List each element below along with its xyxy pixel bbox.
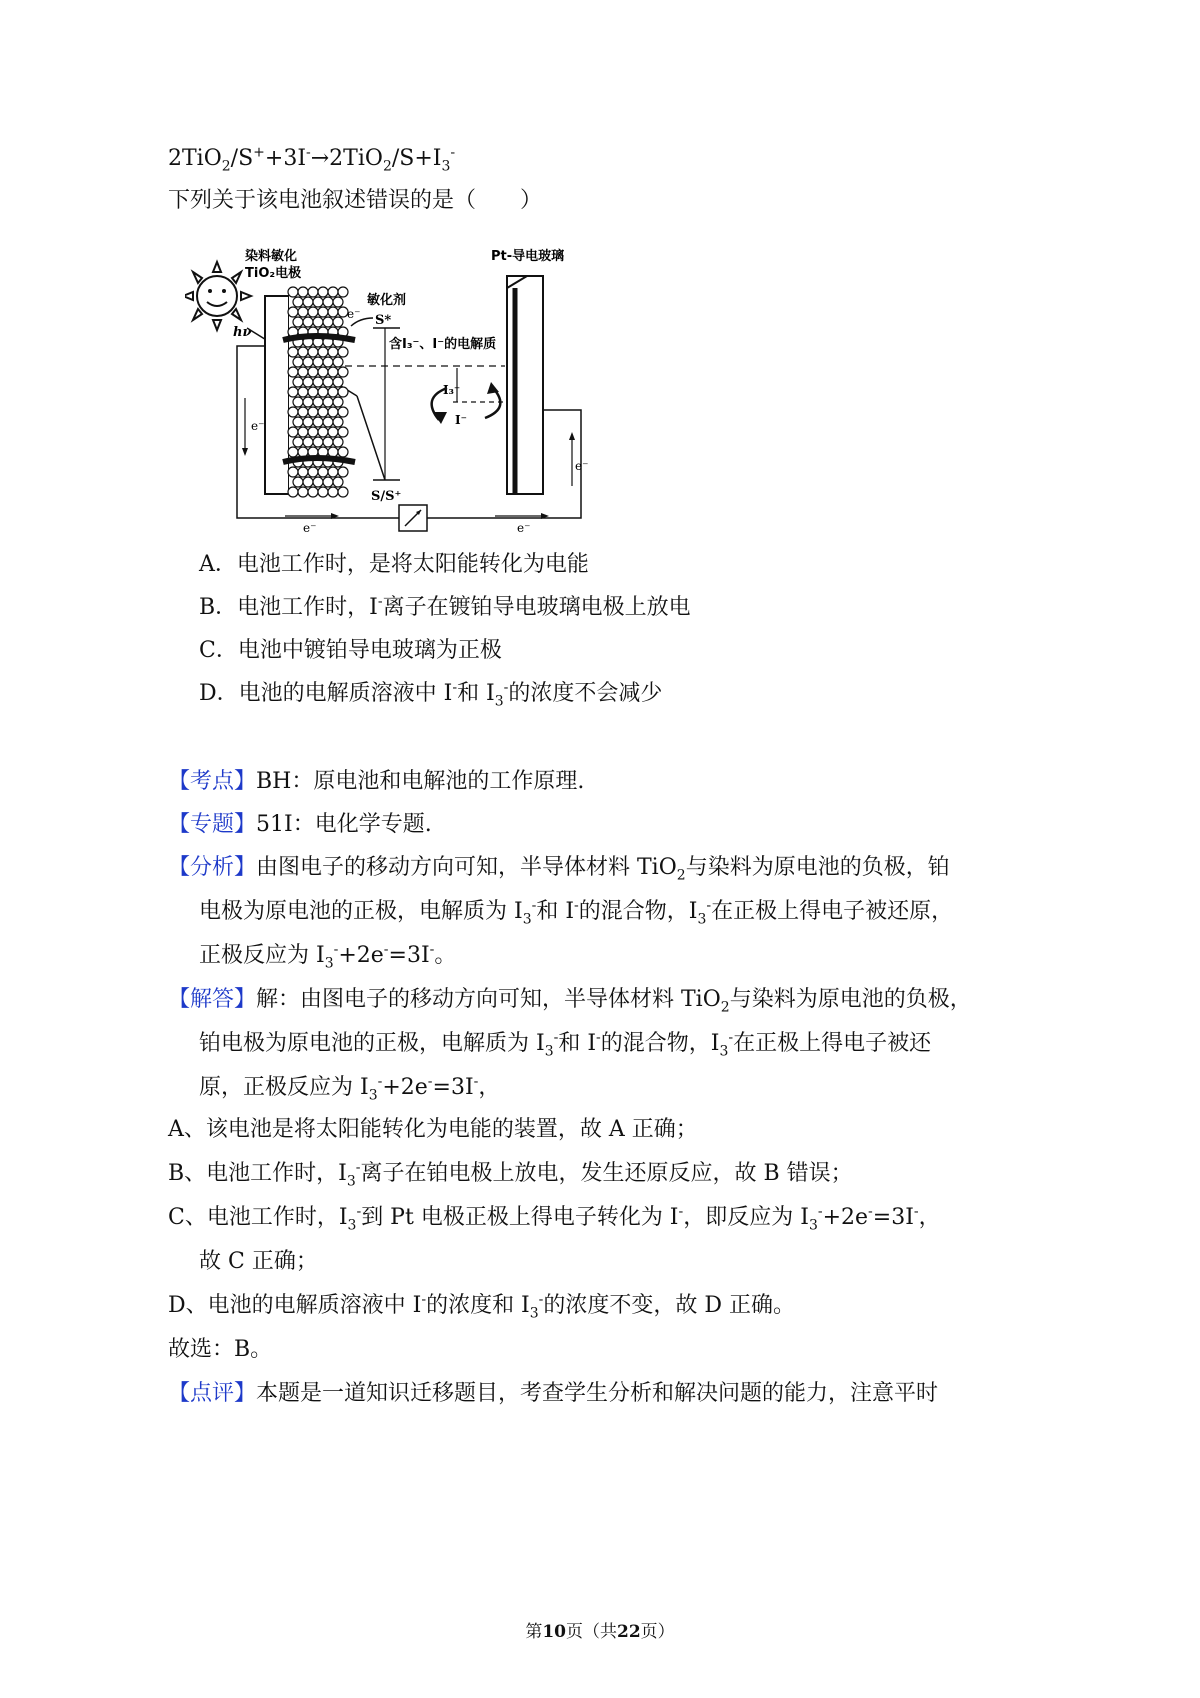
answer-a: A、该电池是将太阳能转化为电能的装置，故 A 正确； — [168, 1117, 698, 1142]
tio2-particle — [303, 397, 313, 407]
tio2-particle — [338, 387, 348, 397]
answer-selection: 故选：B。 — [168, 1337, 273, 1362]
equation-line: $2TiO_2/S^++3I^-\to 2TiO_2/S+I_3^-$ — [168, 144, 456, 175]
tio2-particle — [328, 467, 338, 477]
tio2-particle — [308, 387, 318, 397]
kaodian: 【考点】BH：原电池和电解池的工作原理. — [168, 769, 585, 794]
tio2-label-line2: TiO₂电极 — [245, 266, 302, 281]
tio2-particle — [293, 317, 303, 327]
tio2-particle — [318, 427, 328, 437]
e-label-bottom-left: e⁻ — [303, 521, 317, 535]
e-label-right: e⁻ — [575, 459, 589, 473]
tio2-particle — [338, 407, 348, 417]
tio2-particle — [288, 487, 298, 497]
tio2-particle — [338, 347, 348, 357]
jieda-line2: 铂电极为原电池的正极，电解质为 $I_3^-$和 I-的混合物，$I_3^-$在正极上得电子被还 — [199, 1029, 932, 1060]
tio2-particle — [318, 407, 328, 417]
tio2-particle — [323, 477, 333, 487]
tio2-particle — [333, 357, 343, 367]
answer-c-cont: 故 C 正确； — [199, 1249, 318, 1274]
tio2-particle — [323, 397, 333, 407]
tio2-particles — [288, 286, 348, 497]
tio2-particle — [333, 437, 343, 447]
sun-icon — [185, 262, 251, 330]
e-label-sensitizer: e⁻ — [347, 307, 361, 321]
tio2-particle — [313, 377, 323, 387]
tio2-particle — [333, 397, 343, 407]
tio2-particle — [298, 287, 308, 297]
tio2-particle — [338, 447, 348, 457]
tio2-particle — [313, 417, 323, 427]
tio2-particle — [308, 347, 318, 357]
tio2-particle — [328, 407, 338, 417]
tio2-particle — [293, 297, 303, 307]
tio2-particle — [323, 357, 333, 367]
fenxi-line2: 电极为原电池的正极，电解质为 $I_3^-$和 I-的混合物，$I_3^-$在正极上得电子被还原， — [199, 897, 954, 928]
tio2-particle — [303, 377, 313, 387]
jieda-line3: 原，正极反应为 $I_3^-+2e^-=3I^-$， — [199, 1073, 501, 1104]
hv-label: hν — [233, 325, 252, 340]
dye-sensitized-cell-diagram — [185, 248, 605, 538]
tio2-particle — [288, 387, 298, 397]
answer-b: B、电池工作时，$I_3^-$离子在铂电极上放电，发生还原反应，故 B 错误； — [168, 1159, 853, 1190]
tio2-particle — [323, 377, 333, 387]
tio2-particle — [338, 287, 348, 297]
tio2-particle — [293, 377, 303, 387]
page-footer: 第10页（共22页） — [525, 1622, 675, 1642]
tio2-particle — [313, 317, 323, 327]
tio2-particle — [298, 387, 308, 397]
tio2-particle — [313, 357, 323, 367]
tio2-particle — [323, 437, 333, 447]
tio2-particle — [303, 297, 313, 307]
option-b: B．电池工作时，I-离子在镀铂导电玻璃电极上放电 — [199, 593, 691, 620]
pt-glass-label: Pt-导电玻璃 — [491, 249, 565, 264]
tio2-particle — [328, 307, 338, 317]
tio2-particle — [328, 287, 338, 297]
tio2-particle — [328, 347, 338, 357]
dianping: 【点评】本题是一道知识迁移题目，考查学生分析和解决问题的能力，注意平时 — [168, 1381, 939, 1406]
tio2-particle — [308, 367, 318, 377]
tio2-particle — [328, 427, 338, 437]
tio2-particle — [318, 487, 328, 497]
tio2-particle — [313, 477, 323, 487]
tio2-particle — [288, 347, 298, 357]
tio2-particle — [333, 417, 343, 427]
tio2-particle — [338, 367, 348, 377]
tio2-particle — [293, 397, 303, 407]
tio2-particle — [288, 447, 298, 457]
sensitizer-label: 敏化剂 — [367, 293, 407, 308]
tio2-particle — [328, 387, 338, 397]
jieda-line1: 【解答】解：由图电子的移动方向可知，半导体材料 TiO$_2$与染料为原电池的负极， — [168, 987, 972, 1016]
tio2-particle — [308, 467, 318, 477]
s-splus-label: S/S⁺ — [371, 489, 402, 504]
tio2-particle — [333, 377, 343, 387]
electrolyte-label: 含I₃⁻、I⁻的电解质 — [389, 337, 497, 352]
tio2-particle — [288, 367, 298, 377]
tio2-particle — [318, 467, 328, 477]
i3-label: I₃⁻ — [443, 383, 461, 397]
tio2-particle — [318, 307, 328, 317]
question-text: 下列关于该电池叙述错误的是（ ） — [168, 188, 543, 213]
tio2-particle — [288, 427, 298, 437]
tio2-particle — [303, 477, 313, 487]
i-label: I⁻ — [455, 413, 467, 427]
tio2-particle — [338, 467, 348, 477]
tio2-particle — [303, 437, 313, 447]
tio2-particle — [328, 367, 338, 377]
tio2-particle — [308, 427, 318, 437]
tio2-particle — [288, 407, 298, 417]
tio2-particle — [293, 437, 303, 447]
tio2-particle — [288, 287, 298, 297]
tio2-particle — [313, 297, 323, 307]
zhuanti: 【专题】51I：电化学专题. — [168, 812, 432, 837]
tio2-particle — [298, 427, 308, 437]
answer-c: C、电池工作时，$I_3^-$到 Pt 电极正极上得电子转化为 I-，即反应为 $I_3^-+2e^-=3I^-$， — [168, 1203, 941, 1234]
tio2-particle — [308, 487, 318, 497]
tio2-particle — [298, 407, 308, 417]
tio2-particle — [323, 317, 333, 327]
answer-d: D、电池的电解质溶液中 I-的浓度和 $I_3^-$的浓度不变，故 D 正确。 — [168, 1291, 796, 1322]
tio2-particle — [318, 387, 328, 397]
tio2-particle — [323, 417, 333, 427]
tio2-particle — [308, 407, 318, 417]
tio2-particle — [303, 417, 313, 427]
tio2-particle — [318, 347, 328, 357]
option-c: C．电池中镀铂导电玻璃为正极 — [199, 638, 502, 663]
fenxi-line1: 【分析】由图电子的移动方向可知，半导体材料 TiO$_2$与染料为原电池的负极，铂 — [168, 855, 950, 884]
option-d: D．电池的电解质溶液中 I-和 $I_3^-$的浓度不会减少 — [199, 679, 663, 710]
tio2-particle — [338, 427, 348, 437]
s-star-label: S* — [375, 313, 392, 328]
tio2-particle — [293, 417, 303, 427]
tio2-particle — [298, 467, 308, 477]
tio2-particle — [313, 397, 323, 407]
tio2-particle — [298, 307, 308, 317]
e-label-left: e⁻ — [251, 419, 265, 433]
tio2-particle — [288, 307, 298, 317]
tio2-particle — [333, 477, 343, 487]
tio2-particle — [323, 297, 333, 307]
tio2-particle — [298, 367, 308, 377]
tio2-particle — [308, 287, 318, 297]
tio2-particle — [293, 477, 303, 487]
e-label-bottom-right: e⁻ — [517, 521, 531, 535]
tio2-particle — [333, 317, 343, 327]
tio2-particle — [288, 467, 298, 477]
option-a: A．电池工作时，是将太阳能转化为电能 — [199, 552, 589, 577]
tio2-particle — [333, 297, 343, 307]
tio2-particle — [293, 357, 303, 367]
tio2-particle — [308, 307, 318, 317]
tio2-particle — [318, 287, 328, 297]
fenxi-line3: 正极反应为 $I_3^-+2e^-=3I^-$。 — [199, 941, 457, 972]
tio2-particle — [328, 487, 338, 497]
tio2-particle — [303, 357, 313, 367]
tio2-particle — [313, 437, 323, 447]
tio2-label-line1: 染料敏化 — [245, 249, 298, 264]
tio2-particle — [318, 367, 328, 377]
pt-glass-plate — [507, 276, 543, 494]
tio2-particle — [298, 347, 308, 357]
tio2-particle — [298, 487, 308, 497]
tio2-particle — [338, 487, 348, 497]
tio2-particle — [303, 317, 313, 327]
